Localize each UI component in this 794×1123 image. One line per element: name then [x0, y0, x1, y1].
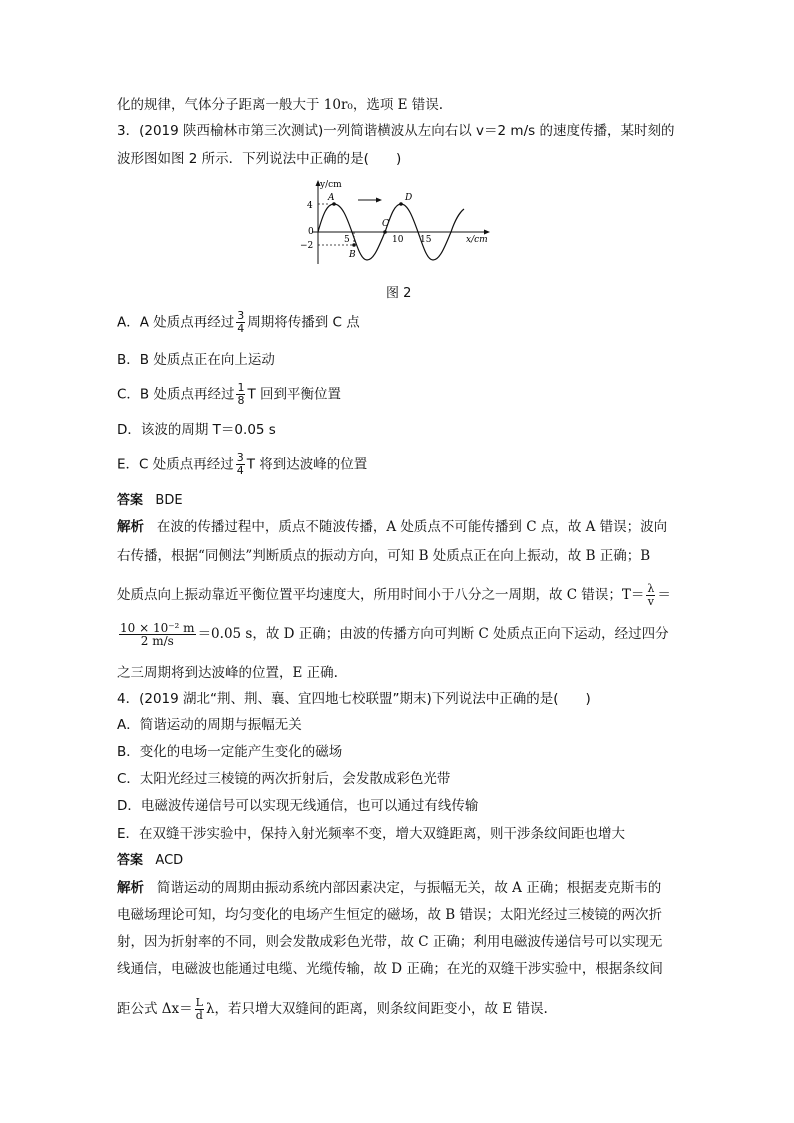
- option-b: B．B 处质点正在向上运动: [117, 352, 275, 368]
- question-3-stem: 3．(2019 陕西榆林市第三次测试)一列简谐横波从左向右以 v＝2 m/s 的速度传播，某时刻的: [117, 123, 675, 139]
- option-c: C．B 处质点再经过 $\frac{1}{8}$ T 回到平衡位置: [117, 381, 342, 407]
- direction-arrow: [376, 198, 382, 203]
- question-4-option-e: E．在双缝干涉实验中，保持入射光频率不变，增大双缝距离，则干涉条纹间距也增大: [117, 826, 626, 842]
- answer-4: 答案 ACD: [117, 853, 184, 868]
- x-tick-5: 5: [344, 235, 350, 245]
- wave-figure: [290, 176, 500, 268]
- question-4-option-a: A．简谐运动的周期与振幅无关: [117, 717, 302, 733]
- label-b: B: [349, 250, 356, 260]
- y-tick-4: 4: [307, 201, 313, 211]
- point-b: [352, 243, 356, 247]
- option-e: E．C 处质点再经过 $\frac{3}{4}$ T 将到达波峰的位置: [117, 451, 368, 477]
- x-tick-15: 15: [420, 235, 432, 245]
- explanation-4-line-4: 线通信，电磁波也能通过电缆、光缆传输，故 D 正确；在光的双缝干涉实验中，根据条纹间: [117, 961, 663, 977]
- explanation-3-line-4: $\frac{\text{10 × 10⁻² m}}{2 m/s}$ ＝0.05 s，故 D 正确；由波的传播方向可判断 C 处质点正向下运动，经过四分: [120, 621, 669, 648]
- option-d: D．该波的周期 T＝0.05 s: [117, 422, 276, 438]
- explanation-3-line-1: 解析 在波的传播过程中，质点不随波传播，A 处质点不可能传播到 C 点，故 A 错误；波向: [117, 519, 668, 535]
- y-axis-label: y/cm: [320, 180, 342, 190]
- y-tick-0: 0: [308, 227, 314, 237]
- question-4-option-c: C．太阳光经过三棱镜的两次折射后，会发散成彩色光带: [117, 771, 451, 787]
- point-c: [383, 230, 387, 234]
- point-d: [399, 202, 403, 206]
- explanation-3-line-3: 处质点向上振动靠近平衡位置平均速度大，所用时间小于八分之一周期，故 C 错误；T＝ $\frac{\lambda}{v}$ ＝: [117, 582, 671, 608]
- x-tick-10: 10: [392, 235, 404, 245]
- answer-3: 答案 BDE: [117, 493, 183, 508]
- x-axis-label: x/cm: [466, 235, 488, 245]
- explanation-3-line-2: 右传播，根据“同侧法”判断质点的振动方向，可知 B 处质点正在向上振动，故 B 正确；B: [117, 548, 651, 564]
- figure-caption: 图 2: [386, 286, 412, 301]
- explanation-4-line-2: 电磁场理论可知，均匀变化的电场产生恒定的磁场，故 B 错误；太阳光经过三棱镜的两次折: [117, 907, 663, 923]
- explanation-4-line-1: 解析 简谐运动的周期由振动系统内部因素决定，与振幅无关，故 A 正确；根据麦克斯韦的: [117, 880, 662, 896]
- label-d: D: [405, 193, 413, 203]
- explanation-3-line-5: 之三周期将到达波峰的位置，E 正确.: [117, 665, 338, 681]
- question-4-option-d: D．电磁波传递信号可以实现无线通信，也可以通过有线传输: [117, 798, 479, 814]
- text-line: 化的规律，气体分子距离一般大于 10r₀，选项 E 错误.: [117, 97, 444, 113]
- label-a: A: [328, 193, 335, 203]
- x-axis-arrow: [484, 230, 490, 235]
- explanation-4-line-5: 距公式 Δx＝ $\frac{L}{d}$ λ，若只增大双缝间的距离，则条纹间距变小，故 E 错误.: [117, 996, 548, 1022]
- label-c: C: [382, 219, 389, 229]
- option-a: A．A 处质点再经过 $\frac{3}{4}$ 周期将传播到 C 点: [117, 309, 360, 335]
- question-3-stem-cont: 波形图如图 2 所示．下列说法中正确的是( ): [117, 151, 402, 167]
- explanation-4-line-3: 射，因为折射率的不同，则会发散成彩色光带，故 C 正确；利用电磁波传递信号可以实现无: [117, 934, 663, 950]
- question-4-option-b: B．变化的电场一定能产生变化的磁场: [117, 744, 343, 760]
- question-4-stem: 4．(2019 湖北“荆、荆、襄、宜四地七校联盟”期末)下列说法中正确的是( ): [117, 691, 591, 707]
- y-tick-neg2: −2: [300, 241, 314, 251]
